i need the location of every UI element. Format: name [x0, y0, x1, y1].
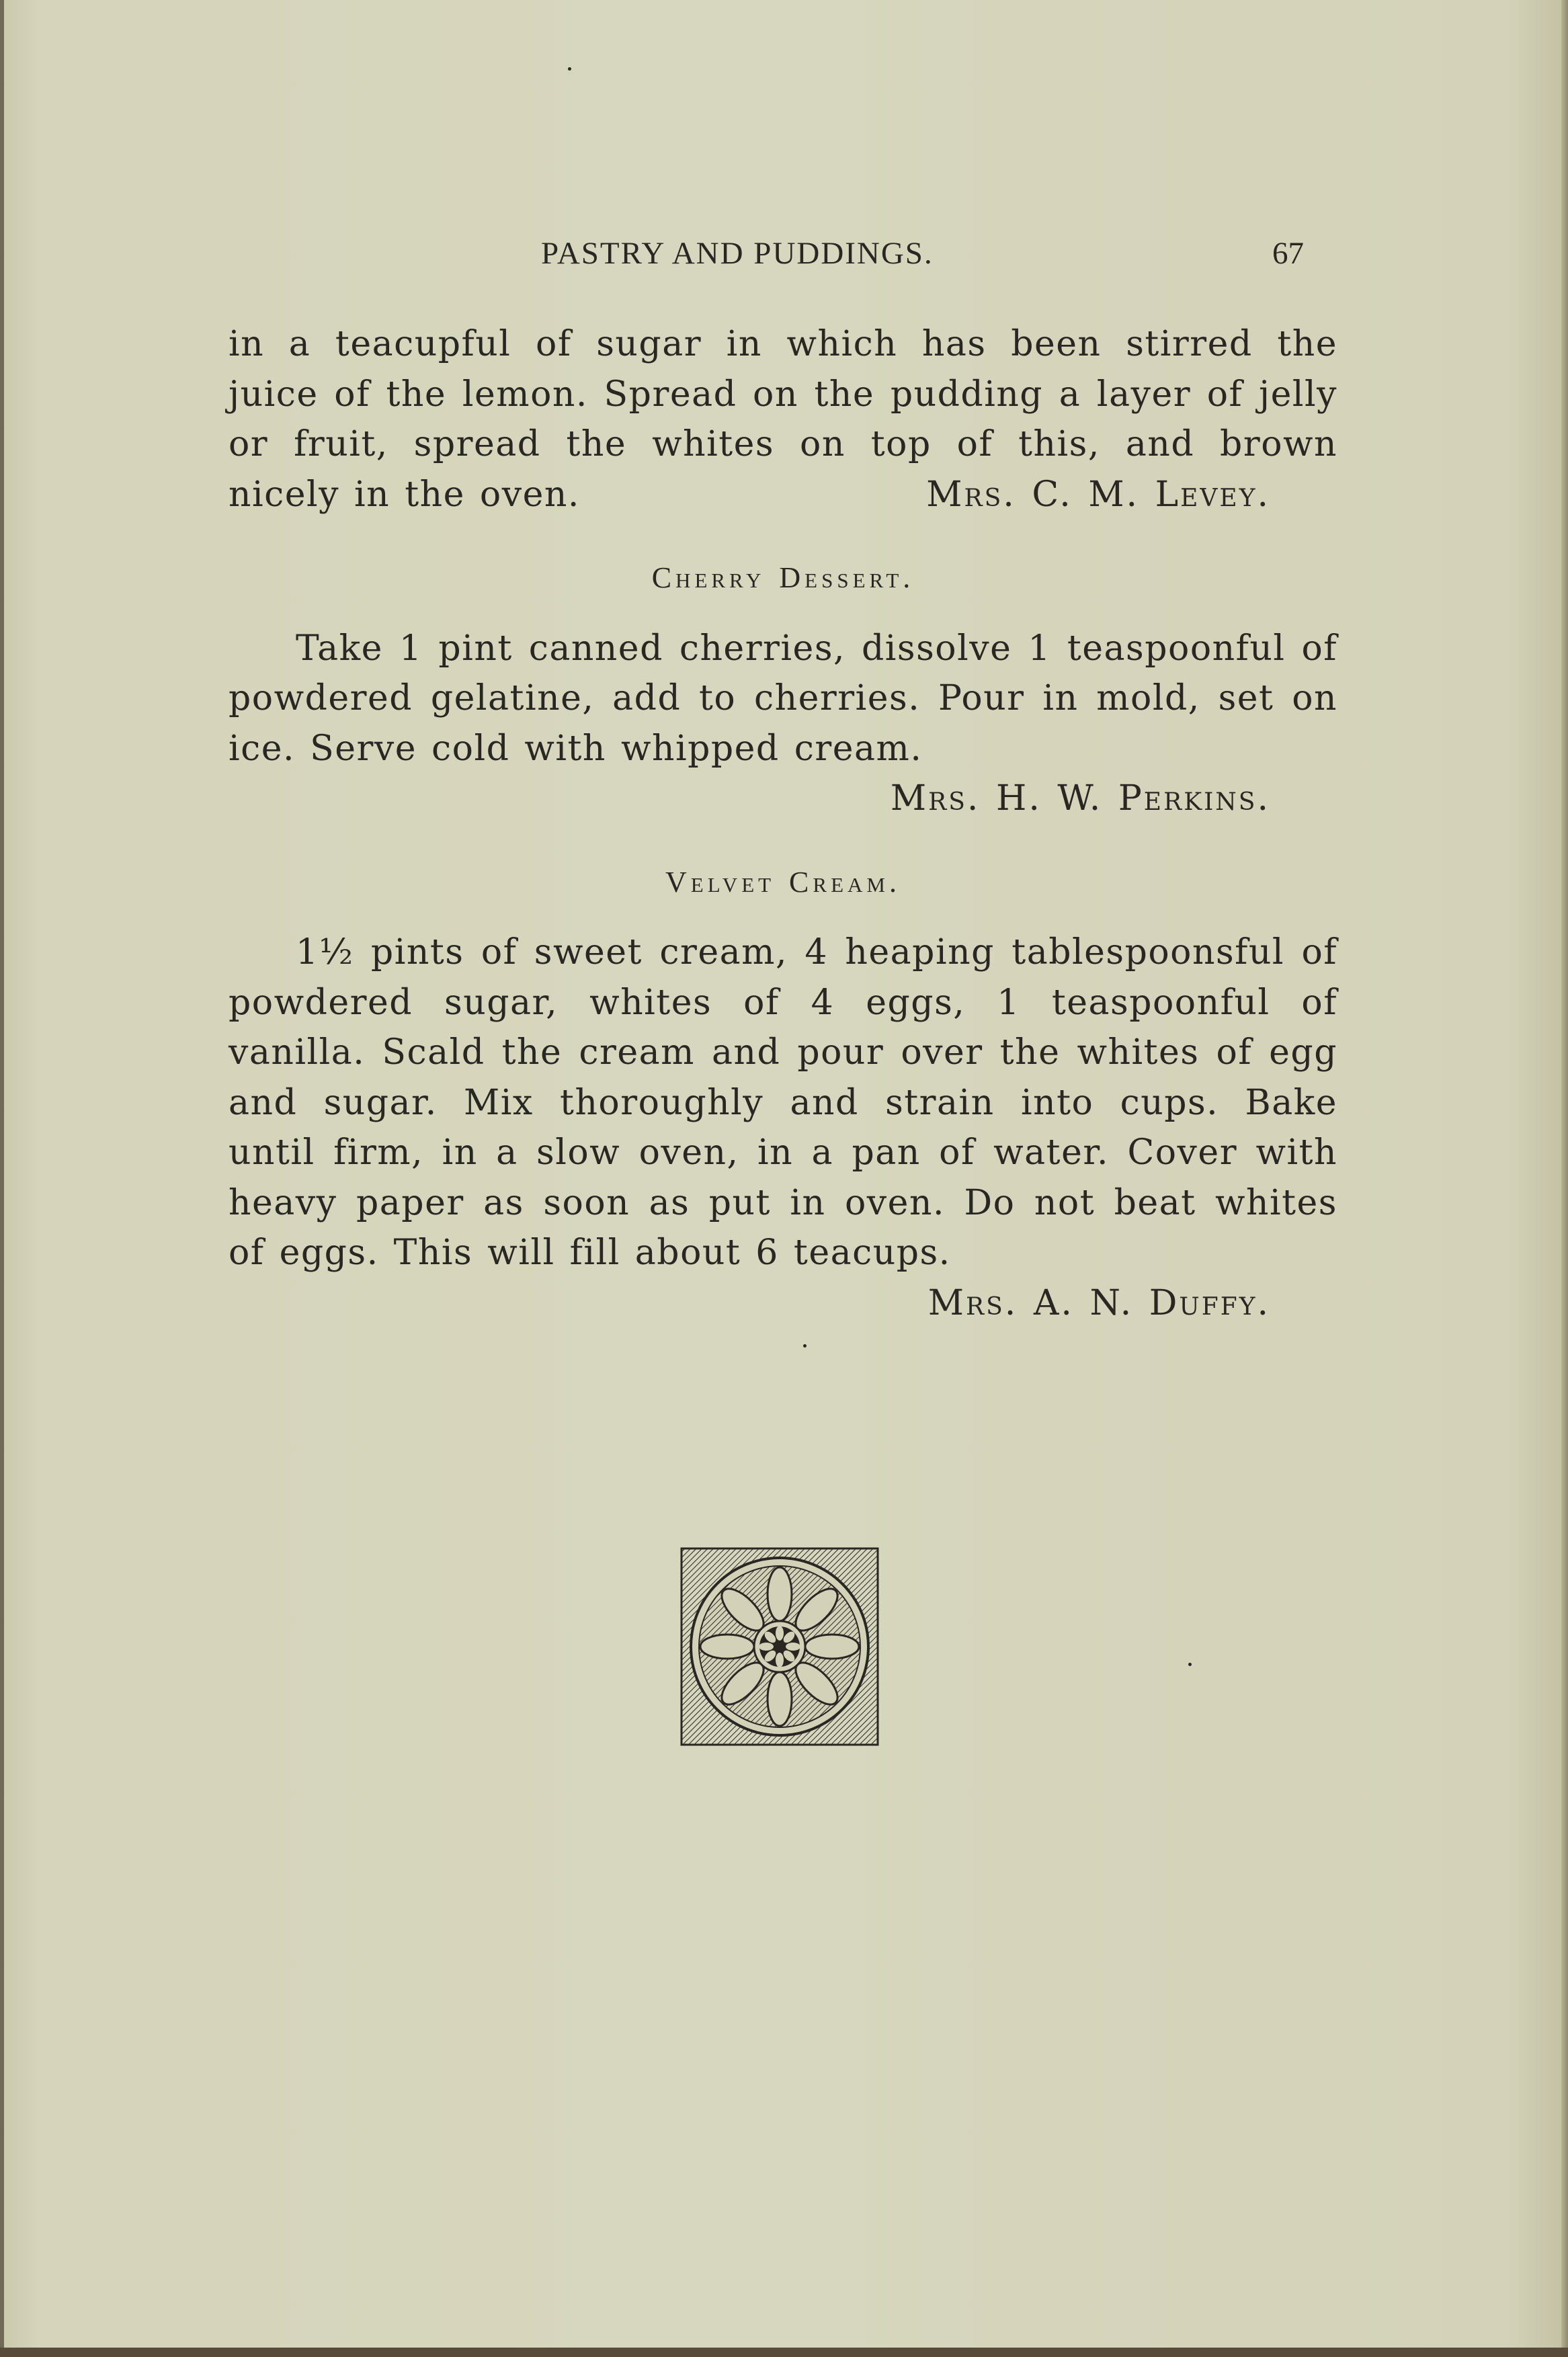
recipe-velvet-cream	[229, 858, 1337, 1329]
scan-speck	[803, 1344, 807, 1348]
recipe-title: Cherry Dessert.	[651, 561, 915, 594]
recipe-cherry-dessert	[229, 553, 1337, 824]
recipe-text: Take 1 pint canned cherries, dissolve 1 teaspoonful of powdered gelatine, add to cherries. Pour in mold, set on ice. Serve cold with whipped cream.	[229, 628, 1337, 769]
scan-speck	[568, 67, 571, 71]
recipe-signature: Mrs. C. M. Levey.	[926, 474, 1270, 515]
recipe-title: Velvet Cream.	[665, 865, 901, 899]
page-bottom-edge	[0, 2348, 1568, 2357]
recipe-continuation	[229, 319, 1337, 520]
recipe-text: 1½ pints of sweet cream, 4 heaping tablespoonsful of powdered sugar, whites of 4 eggs, 1 teaspoonful of vanilla. Scald the cream and pour over the whites of egg and sugar. Mix thoroughly and strain into cups. Bake until firm, in a slow oven, in a pan of water. Cover with heavy paper as soon as put in oven. Do not beat whites of eggs. This will fill about 6 teacups.	[229, 932, 1337, 1273]
continuation-text: in a teacupful of sugar in which has been stirred the juice of the lemon. Spread on the pudding a layer of jelly or fruit, spread the whites on top of this, and brown nicely in the oven.	[229, 324, 1337, 515]
page-body	[229, 319, 1337, 1328]
recipe-signature: Mrs. A. N. Duffy.	[927, 1282, 1270, 1323]
floral-rosette-ornament-icon	[680, 1547, 879, 1746]
ornament-graphic	[680, 1547, 879, 1746]
recipe-continuation-text	[229, 319, 1337, 520]
recipe-text-with-signature	[229, 927, 1337, 1323]
page-left-edge	[0, 0, 4, 2357]
scan-speck	[1188, 1663, 1192, 1666]
page-right-edge	[1561, 0, 1568, 2357]
running-head: PASTRY AND PUDDINGS.	[541, 236, 934, 271]
recipe-signature: Mrs. H. W. Perkins.	[890, 778, 1270, 819]
page-number: 67	[1272, 236, 1304, 271]
page-header	[229, 235, 1304, 282]
